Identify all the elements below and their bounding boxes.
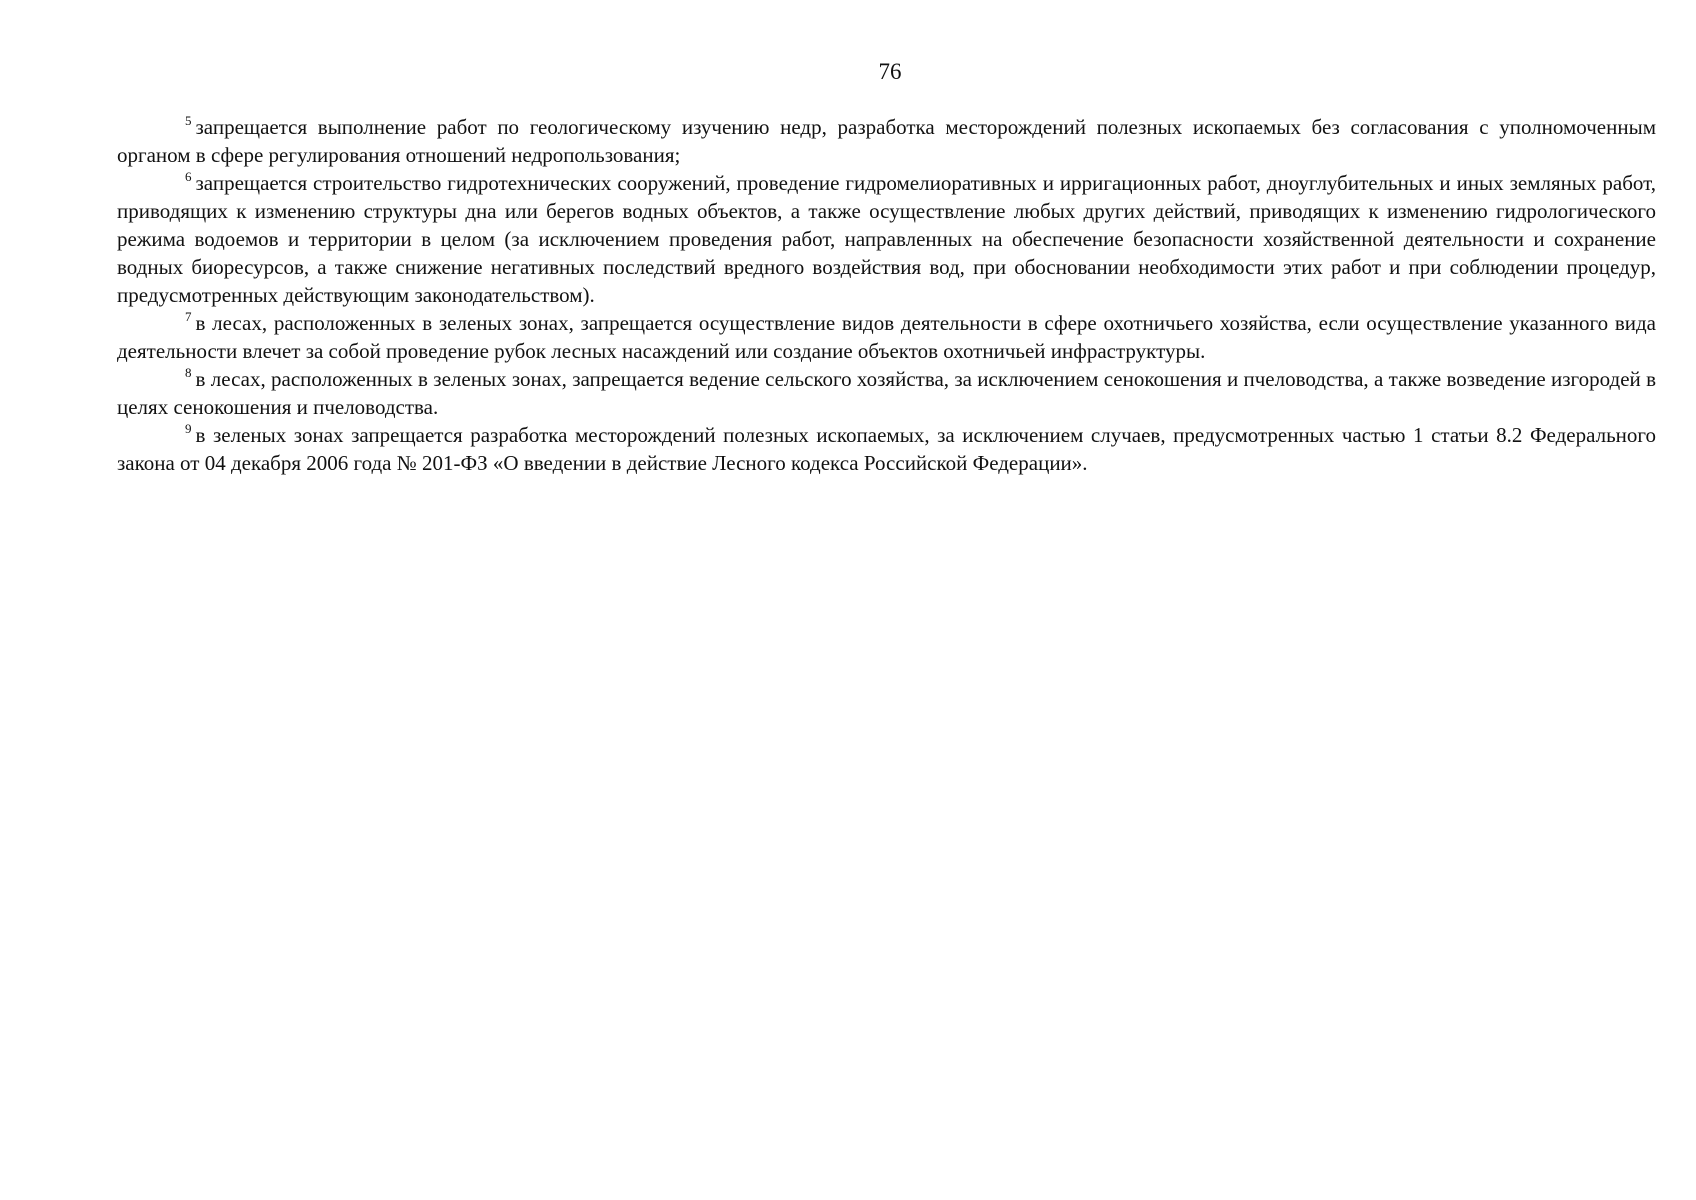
- footnote-7: [117, 309, 1656, 365]
- footnote-marker: 8: [185, 365, 192, 380]
- footnote-text: в зеленых зонах запрещается разработка месторождений полезных ископаемых, за исключением случаев, предусмотренных частью 1 статьи 8.2 Федерального закона от 04 декабря 2006 года № 201-ФЗ «О введении в действие Лесного кодекса Российской Федерации».: [117, 423, 1656, 475]
- footnote-text: запрещается выполнение работ по геологическому изучению недр, разработка месторождений полезных ископаемых без согласования с уполномоченным органом в сфере регулирования отношений недропользования;: [117, 115, 1656, 167]
- footnote-5: [117, 113, 1656, 169]
- footnote-marker: 7: [185, 309, 192, 324]
- footnotes-block: [117, 113, 1656, 477]
- footnote-marker: 6: [185, 169, 192, 184]
- footnote-text: запрещается строительство гидротехнических сооружений, проведение гидромелиоративных и ирригационных работ, дноуглубительных и иных земляных работ, приводящих к изменению структуры дна или берегов водных объектов, а также осуществление любых других действий, приводящих к изменению гидрологического режима водоемов и территории в целом (за исключением проведения работ, направленных на обеспечение безопасности хозяйственной деятельности и сохранение водных биоресурсов, а также снижение негативных последствий вредного воздействия вод, при обосновании необходимости этих работ и при соблюдении процедур, предусмотренных действующим законодательством).: [117, 171, 1656, 307]
- footnote-9: [117, 421, 1656, 477]
- footnote-marker: 9: [185, 421, 192, 436]
- footnote-8: [117, 365, 1656, 421]
- page-number: 76: [878, 59, 902, 84]
- footnote-marker: 5: [185, 113, 192, 128]
- footnote-6: [117, 169, 1656, 309]
- footnote-text: в лесах, расположенных в зеленых зонах, запрещается ведение сельского хозяйства, за исключением сенокошения и пчеловодства, а также возведение изгородей в целях сенокошения и пчеловодства.: [117, 367, 1656, 419]
- footnote-text: в лесах, расположенных в зеленых зонах, запрещается осуществление видов деятельности в сфере охотничьего хозяйства, если осуществление указанного вида деятельности влечет за собой проведение рубок лесных насаждений или создание объектов охотничьей инфраструктуры.: [117, 311, 1656, 363]
